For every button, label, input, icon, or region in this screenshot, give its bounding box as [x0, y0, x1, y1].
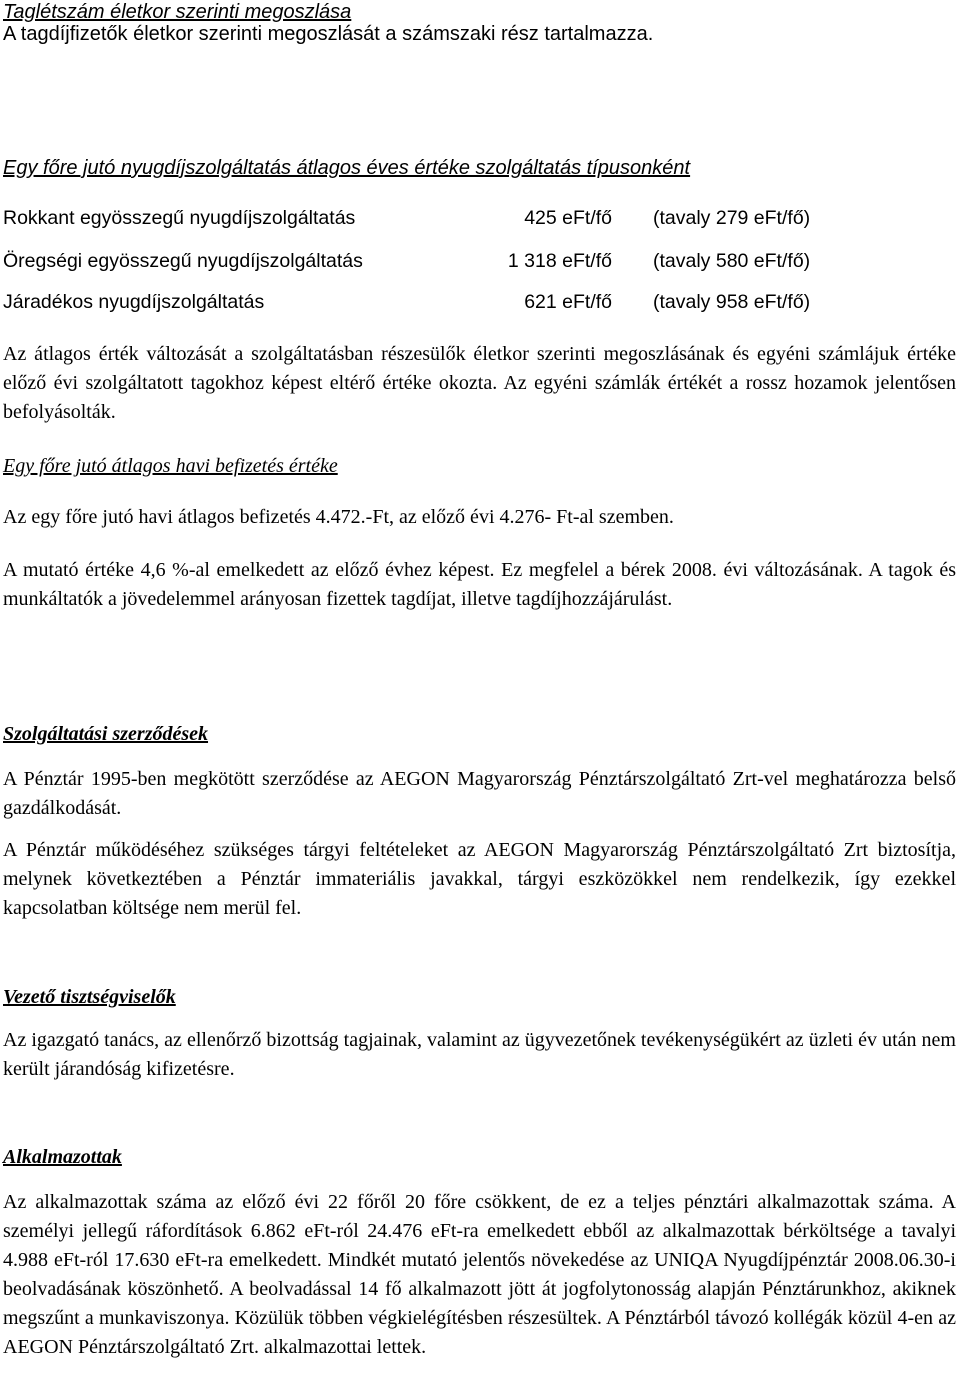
- benefit-label: Rokkant egyösszegű nyugdíjszolgáltatás: [3, 207, 356, 229]
- members-by-age-heading: Taglétszám életkor szerinti megoszlása: [3, 1, 352, 23]
- benefit-previous: (tavaly 279 eFt/fő): [653, 207, 811, 229]
- members-by-age-text: A tagdíjfizetők életkor szerinti megoszlását a számszaki rész tartalmazza.: [3, 23, 654, 45]
- benefit-value: 425 eFt/fő: [524, 207, 612, 229]
- benefit-row: [0, 204, 960, 232]
- benefit-previous: (tavaly 958 eFt/fő): [653, 291, 811, 313]
- employees-text: Az alkalmazottak száma az előző évi 22 főről 20 főre csökkent, de ez a teljes pénztári alkalmazottak száma. A személyi jellegű ráfordítások 6.862 eFt-ról 24.476 eFt-ra emelkedett ebből az alkalmazottak bérköltsége a tavalyi 4.988 eFt-ról 17.630 eFt-ra emelkedett. Mindkét mutató jelentős növekedése az UNIQA Nyugdíjpénztár 2008.06.30-i beolvadásának köszönhető. A beolvadással 14 fő alkalmazott jött át jogfolytonosság alapján Pénztárunkhoz, akiknek megszűnt a munkaviszonya. Közülük többen végkielégítésben részesültek. A Pénztárból távozó kollégák közül 4-en az AEGON Pénztárszolgáltató Zrt. alkalmazottai lettek.: [3, 1191, 956, 1358]
- monthly-payment-heading: Egy főre jutó átlagos havi befizetés értéke: [3, 455, 338, 477]
- annual-benefit-heading: Egy főre jutó nyugdíjszolgáltatás átlagos éves értéke szolgáltatás típusonként: [3, 157, 691, 179]
- benefit-value: 1 318 eFt/fő: [507, 250, 612, 272]
- service-contracts-conditions-text: A Pénztár működéséhez szükséges tárgyi feltételeket az AEGON Magyarország Pénztárszolgáltató Zrt biztosítja, melynek következtében a Pénztár immateriális javakkal, tárgyi eszközökkel nem rendelkezik, így ezekkel kapcsolatban költsége nem merül fel.: [3, 839, 956, 919]
- annual-benefit-text: Az átlagos érték változását a szolgáltatásban részesülők életkor szerinti megoszlásának és egyéni számlájuk értéke előző évi szolgáltatott tagokhoz képest eltérő értéke okozta. Az egyéni számlák értékét a rossz hozamok jelentősen befolyásolták.: [3, 343, 956, 423]
- service-contracts-text: A Pénztár 1995-ben megkötött szerződése az AEGON Magyarország Pénztárszolgáltató Zrt-vel meghatározza belső gazdálkodását.: [3, 768, 956, 819]
- benefit-label: Járadékos nyugdíjszolgáltatás: [3, 291, 265, 313]
- benefit-row: [0, 247, 960, 275]
- benefit-row: [0, 288, 960, 316]
- executives-heading: Vezető tisztségviselők: [3, 986, 176, 1008]
- monthly-payment-change-text: A mutató értéke 4,6 %-al emelkedett az előző évhez képest. Ez megfelel a bérek 2008. évi változásának. A tagok és munkáltatók a jövedelemmel arányosan fizettek tagdíjat, illetve tagdíjhozzájárulást.: [3, 559, 956, 610]
- monthly-payment-text: Az egy főre jutó havi átlagos befizetés 4.472.-Ft, az előző évi 4.276- Ft-al szemben.: [3, 506, 674, 528]
- benefit-value: 621 eFt/fő: [524, 291, 612, 313]
- employees-heading: Alkalmazottak: [3, 1146, 122, 1168]
- benefit-previous: (tavaly 580 eFt/fő): [653, 250, 811, 272]
- service-contracts-heading: Szolgáltatási szerződések: [3, 723, 209, 745]
- executives-text: Az igazgató tanács, az ellenőrző bizottság tagjainak, valamint az ügyvezetőnek tevékenységükért az üzleti év után nem került járandóság kifizetésre.: [3, 1029, 956, 1080]
- benefit-label: Öregségi egyösszegű nyugdíjszolgáltatás: [3, 250, 363, 272]
